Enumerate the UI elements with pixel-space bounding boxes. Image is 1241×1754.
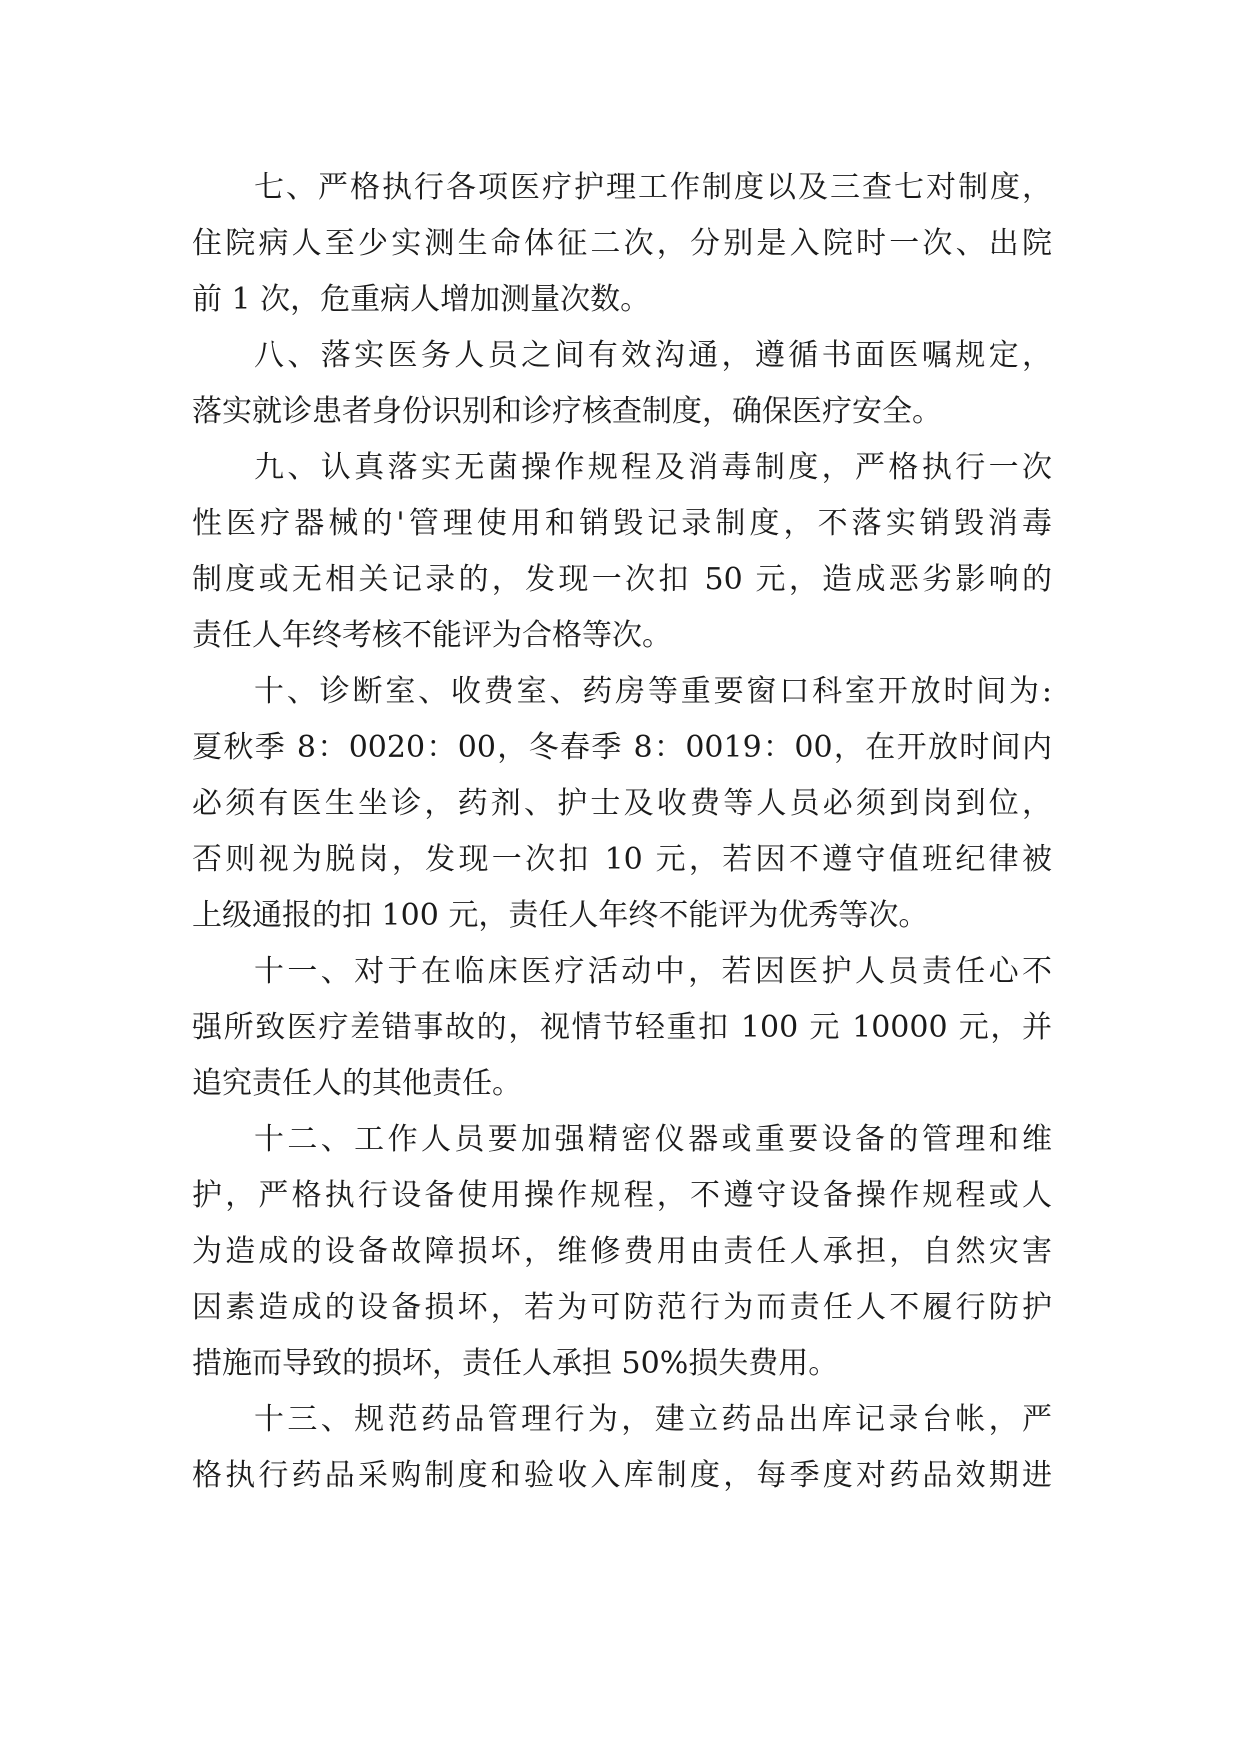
paragraph-12-line-1: 十二、工作人员要加强精密仪器或重要设备的管理和维 xyxy=(254,1122,1052,1157)
paragraph-13-line-2: 格执行药品采购制度和验收入库制度，每季度对药品效期进 xyxy=(192,1458,1052,1493)
paragraph-10-line-4: 否则视为脱岗，发现一次扣 10 元，若因不遵守值班纪律被 xyxy=(192,842,1052,877)
paragraph-9-line-4: 责任人年终考核不能评为合格等次。 xyxy=(192,618,672,653)
paragraph-12-line-2: 护，严格执行设备使用操作规程，不遵守设备操作规程或人 xyxy=(192,1178,1052,1213)
paragraph-7-line-1: 七、严格执行各项医疗护理工作制度以及三查七对制度， xyxy=(254,170,1052,205)
paragraph-11-line-3: 追究责任人的其他责任。 xyxy=(192,1066,522,1101)
paragraph-13-line-1: 十三、规范药品管理行为，建立药品出库记录台帐，严 xyxy=(254,1402,1052,1437)
paragraph-8-line-1: 八、落实医务人员之间有效沟通，遵循书面医嘱规定， xyxy=(254,338,1052,373)
paragraph-10-line-3: 必须有医生坐诊，药剂、护士及收费等人员必须到岗到位， xyxy=(192,786,1052,821)
paragraph-11-line-2: 强所致医疗差错事故的，视情节轻重扣 100 元 10000 元，并 xyxy=(192,1010,1052,1045)
paragraph-8-line-2: 落实就诊患者身份识别和诊疗核查制度，确保医疗安全。 xyxy=(192,394,942,429)
paragraph-7-line-3: 前 1 次，危重病人增加测量次数。 xyxy=(192,282,651,317)
paragraph-7-line-2: 住院病人至少实测生命体征二次，分别是入院时一次、出院 xyxy=(192,226,1052,261)
paragraph-12-line-4: 因素造成的设备损坏，若为可防范行为而责任人不履行防护 xyxy=(192,1290,1052,1325)
paragraph-9-line-2: 性医疗器械的'管理使用和销毁记录制度，不落实销毁消毒 xyxy=(192,506,1052,541)
paragraph-12-line-5: 措施而导致的损坏，责任人承担 50%损失费用。 xyxy=(192,1346,839,1381)
paragraph-10-line-2: 夏秋季 8：0020：00，冬春季 8：0019：00，在开放时间内 xyxy=(192,730,1052,765)
paragraph-11-line-1: 十一、对于在临床医疗活动中，若因医护人员责任心不 xyxy=(254,954,1052,989)
paragraph-10-line-5: 上级通报的扣 100 元，责任人年终不能评为优秀等次。 xyxy=(192,898,929,933)
paragraph-12-line-3: 为造成的设备故障损坏，维修费用由责任人承担，自然灾害 xyxy=(192,1234,1052,1269)
paragraph-10-line-1: 十、诊断室、收费室、药房等重要窗口科室开放时间为: xyxy=(254,674,1052,709)
paragraph-9-line-3: 制度或无相关记录的，发现一次扣 50 元，造成恶劣影响的 xyxy=(192,562,1052,597)
paragraph-9-line-1: 九、认真落实无菌操作规程及消毒制度，严格执行一次 xyxy=(254,450,1052,485)
